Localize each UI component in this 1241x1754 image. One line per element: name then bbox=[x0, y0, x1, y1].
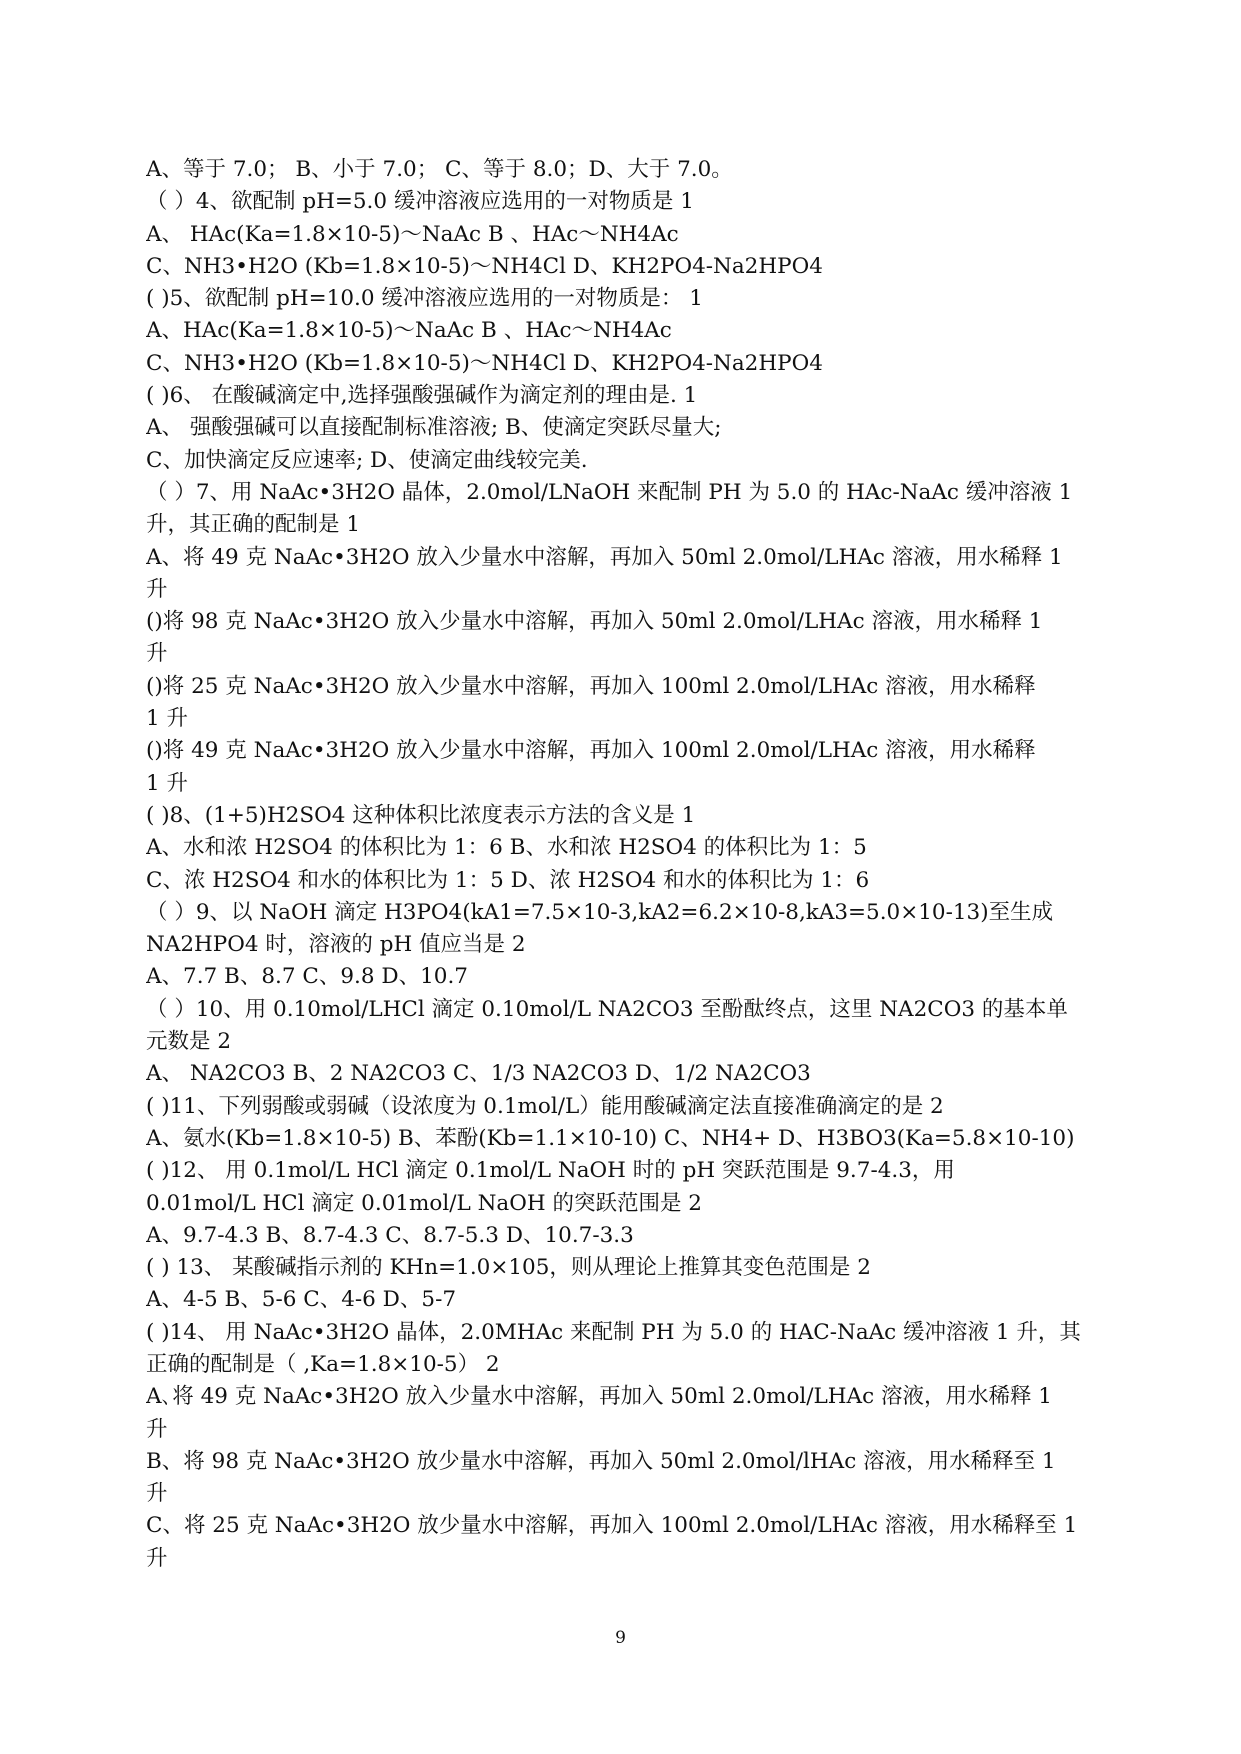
text-line: A、水和浓 H2SO4 的体积比为 1：6 B、水和浓 H2SO4 的体积比为 1：5 bbox=[146, 835, 867, 861]
text-line: C、NH3•H2O (Kb=1.8×10-5)～NH4Cl D、KH2PO4-Na2HPO4 bbox=[146, 350, 823, 376]
text-line: A、7.7 B、8.7 C、9.8 D、10.7 bbox=[146, 964, 468, 990]
text-line: NA2HPO4 时，溶液的 pH 值应当是 2 bbox=[146, 932, 526, 958]
text-line: A、氨水(Kb=1.8×10-5) B、苯酚(Kb=1.1×10-10) C、NH4+ D、H3BO3(Ka=5.8×10-10) bbox=[146, 1125, 1075, 1151]
question-8: ( )8、(1+5)H2SO4 这种体积比浓度表示方法的含义是 1 bbox=[146, 802, 696, 828]
text-line: A、9.7-4.3 B、8.7-4.3 C、8.7-5.3 D、10.7-3.3 bbox=[146, 1222, 634, 1248]
text-line: A､将 49 克 NaAc•3H2O 放入少量水中溶解，再加入 50ml 2.0mol/LHAc 溶液，用水稀释 1 bbox=[146, 1384, 1052, 1410]
text-line: 升 bbox=[146, 576, 168, 602]
text-line: C、浓 H2SO4 和水的体积比为 1：5 D、浓 H2SO4 和水的体积比为 1：6 bbox=[146, 867, 870, 893]
text-line: 升 bbox=[146, 1416, 168, 1442]
question-14: ( )14、 用 NaAc•3H2O 晶体，2.0MHAc 来配制 PH 为 5.0 的 HAC-NaAc 缓冲溶液 1 升，其 bbox=[146, 1319, 1081, 1345]
text-line: A、等于 7.0； B、小于 7.0； C、等于 8.0；D、大于 7.0。 bbox=[146, 157, 733, 182]
question-9: （ ）9、以 NaOH 滴定 H3PO4(kA1=7.5×10-3,kA2=6.2×10-8,kA3=5.0×10-13)至生成 bbox=[146, 899, 1054, 925]
text-line: A、HAc(Ka=1.8×10-5)～NaAc B 、HAc～NH4Ac bbox=[146, 318, 672, 344]
page-number: 9 bbox=[615, 1628, 626, 1648]
question-6: ( )6、 在酸碱滴定中,选择强酸强碱作为滴定剂的理由是. 1 bbox=[146, 383, 698, 409]
text-line: 1 升 bbox=[146, 706, 189, 732]
question-11: ( )11、下列弱酸或弱碱（设浓度为 0.1mol/L）能用酸碱滴定法直接准确滴定的是 2 bbox=[146, 1093, 944, 1119]
question-4: （ ）4、欲配制 pH=5.0 缓冲溶液应选用的一对物质是 1 bbox=[146, 189, 694, 215]
text-line: A、 NA2CO3 B、2 NA2CO3 C、1/3 NA2CO3 D、1/2 NA2CO3 bbox=[146, 1061, 811, 1087]
text-line: ()将 25 克 NaAc•3H2O 放入少量水中溶解，再加入 100ml 2.0mol/LHAc 溶液，用水稀释 bbox=[146, 673, 1036, 699]
text-line: C、加快滴定反应速率; D、使滴定曲线较完美. bbox=[146, 447, 588, 473]
text-line: 升 bbox=[146, 1545, 168, 1571]
text-line: A、4-5 B、5-6 C、4-6 D、5-7 bbox=[146, 1287, 457, 1313]
text-line: 升，其正确的配制是 1 bbox=[146, 512, 361, 538]
text-line: B、将 98 克 NaAc•3H2O 放少量水中溶解，再加入 50ml 2.0mol/lHAc 溶液，用水稀释至 1 bbox=[146, 1448, 1056, 1474]
text-line: A、将 49 克 NaAc•3H2O 放入少量水中溶解，再加入 50ml 2.0mol/LHAc 溶液，用水稀释 1 bbox=[146, 544, 1063, 570]
question-13: ( ) 13、 某酸碱指示剂的 KHn=1.0×105，则从理论上推算其变色范围是 2 bbox=[146, 1255, 871, 1281]
question-5: ( )5、欲配制 pH=10.0 缓冲溶液应选用的一对物质是： 1 bbox=[146, 286, 703, 312]
question-7: （ ）7、用 NaAc•3H2O 晶体，2.0mol/LNaOH 来配制 PH 为 5.0 的 HAc-NaAc 缓冲溶液 1 bbox=[146, 479, 1073, 505]
text-line: C、将 25 克 NaAc•3H2O 放少量水中溶解，再加入 100ml 2.0mol/LHAc 溶液，用水稀释至 1 bbox=[146, 1513, 1078, 1539]
text-line: 升 bbox=[146, 1481, 168, 1507]
text-line: ()将 49 克 NaAc•3H2O 放入少量水中溶解，再加入 100ml 2.0mol/LHAc 溶液，用水稀释 bbox=[146, 738, 1036, 764]
text-line: ()将 98 克 NaAc•3H2O 放入少量水中溶解，再加入 50ml 2.0mol/LHAc 溶液，用水稀释 1 bbox=[146, 609, 1043, 635]
text-line: A、 HAc(Ka=1.8×10-5)～NaAc B 、HAc～NH4Ac bbox=[146, 221, 679, 247]
question-10: （ ）10、用 0.10mol/LHCl 滴定 0.10mol/L NA2CO3 至酚酞终点，这里 NA2CO3 的基本单 bbox=[146, 996, 1068, 1022]
text-line: 升 bbox=[146, 641, 168, 667]
text-line: 1 升 bbox=[146, 770, 189, 796]
text-line: 0.01mol/L HCl 滴定 0.01mol/L NaOH 的突跃范围是 2 bbox=[146, 1190, 702, 1216]
text-line: A、 强酸强碱可以直接配制标准溶液; B、使滴定突跃尽量大; bbox=[146, 415, 722, 441]
text-line: C、NH3•H2O (Kb=1.8×10-5)～NH4Cl D、KH2PO4-Na2HPO4 bbox=[146, 253, 823, 279]
text-line: 正确的配制是（ ,Ka=1.8×10-5） 2 bbox=[146, 1351, 500, 1377]
question-12: ( )12、 用 0.1mol/L HCl 滴定 0.1mol/L NaOH 时的 pH 突跃范围是 9.7-4.3，用 bbox=[146, 1158, 955, 1184]
text-line: 元数是 2 bbox=[146, 1029, 232, 1055]
page-content bbox=[146, 154, 1106, 1575]
